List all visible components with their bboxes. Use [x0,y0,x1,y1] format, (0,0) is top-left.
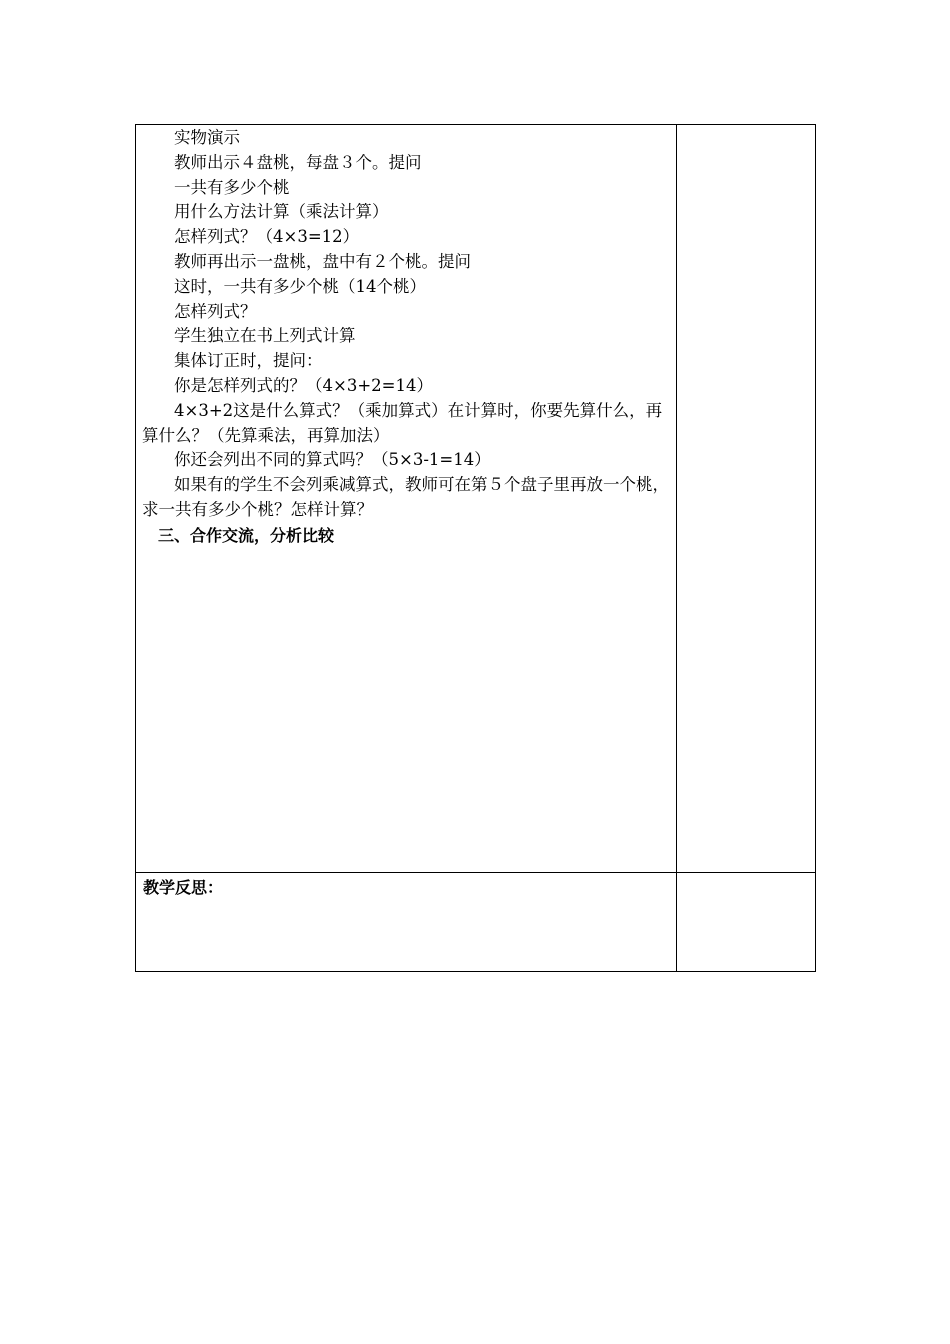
lesson-line: 实物演示 [174,128,240,147]
lesson-line: 用什么方法计算（乘法计算） [174,202,389,222]
lesson-content-row [136,125,816,873]
lesson-line: 你是怎样列式的？（4×3+2=14） [174,375,433,395]
lesson-line: 集体订正时，提问： [174,351,323,371]
lesson-line: 教师出示４盘桃，每盘３个。提问 [174,152,422,172]
lesson-line: 怎样列式？（4×3=12） [174,227,360,247]
section-heading: 三、合作交流，分析比较 [158,525,335,545]
lesson-line: 一共有多少个桃 [174,177,290,197]
reflection-cell [136,873,677,972]
reflection-label: 教学反思： [143,878,224,897]
lesson-line: 教师再出示一盘桃，盘中有２个桃。提问 [174,251,471,271]
alternative-expression-line: 你还会列出不同的算式吗？（5×3-1=14） [174,450,491,470]
lesson-line: 这时，一共有多少个桃（14个桃） [174,276,426,296]
notes-cell [676,125,815,873]
hint-paragraph: 如果有的学生不会列乘减算式，教师可在第５个盘子里再放一个桃，求一共有多少个桃？怎样计算？ [142,475,669,519]
lesson-content-cell [136,125,677,873]
lesson-line: 学生独立在书上列式计算 [174,326,356,346]
reflection-notes-cell [676,873,815,972]
reflection-row [136,873,816,972]
multiply-add-paragraph: 4×3+2这是什么算式？（乘加算式）在计算时，你要先算什么，再算什么？（先算乘法，再算加法） [142,400,663,445]
lesson-content [136,125,676,523]
lesson-plan-table [135,124,816,972]
lesson-line: 怎样列式？ [174,301,257,321]
